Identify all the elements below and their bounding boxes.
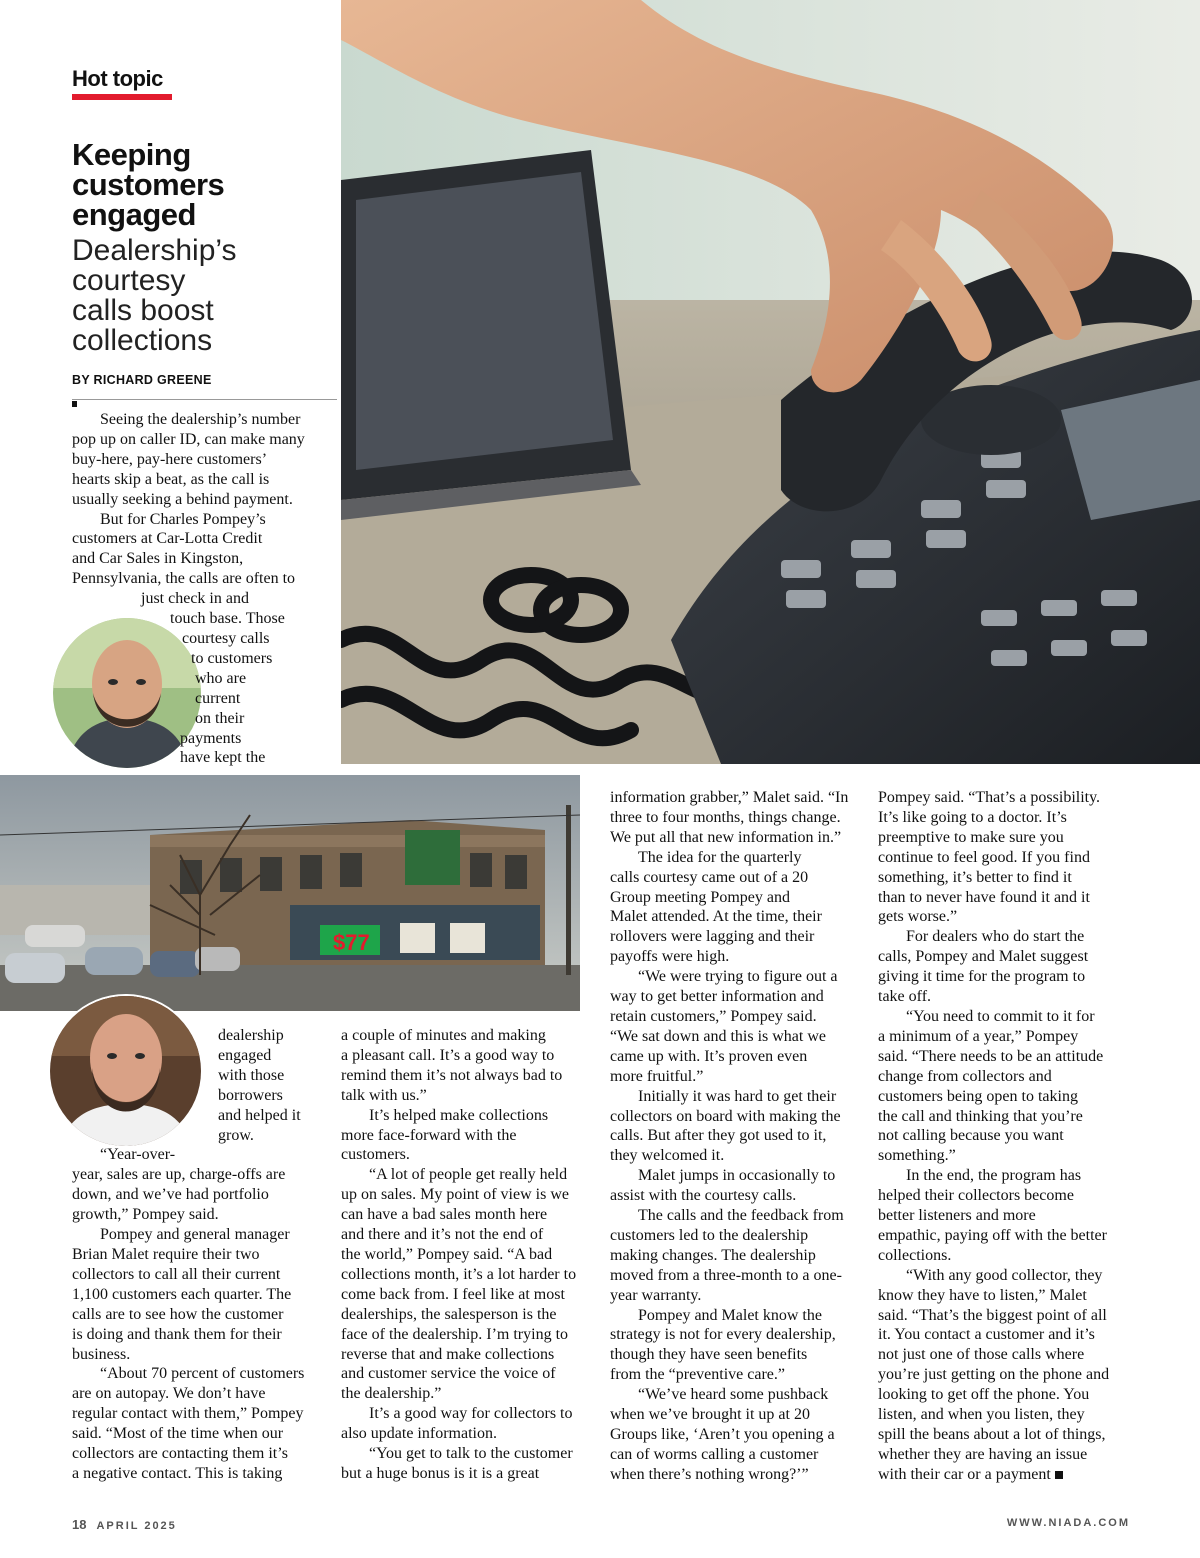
col1-para4 bbox=[72, 1225, 332, 1364]
text-line: and customer service the voice of bbox=[341, 1365, 556, 1383]
text-line: collections month, it’s a lot harder to bbox=[341, 1265, 577, 1283]
text-line: rollovers were lagging and their bbox=[610, 928, 815, 946]
section-kicker: Hot topic bbox=[72, 66, 163, 91]
col3-para1 bbox=[610, 788, 865, 848]
text-line: collections bbox=[72, 324, 213, 357]
col3-para4 bbox=[610, 1087, 865, 1167]
text-line: “We were trying to figure out a bbox=[638, 968, 838, 986]
text-line: the world,” Pompey said. “A bad bbox=[341, 1245, 553, 1263]
text-line: said. “There needs to be an attitude bbox=[878, 1047, 1104, 1065]
text-line: said. “That’s the biggest point of all bbox=[878, 1306, 1107, 1324]
text-line: continue to feel good. If you find bbox=[878, 848, 1090, 866]
text-line: payments bbox=[180, 729, 242, 747]
text-line: more face-forward with the bbox=[341, 1126, 517, 1144]
col1-para3 bbox=[72, 1145, 332, 1225]
text-line: up on sales. My point of view is we bbox=[341, 1186, 569, 1204]
text-line: engaged bbox=[218, 1046, 272, 1064]
text-line: business. bbox=[72, 1345, 131, 1363]
text-line: customers bbox=[72, 167, 225, 202]
text-line: Keeping bbox=[72, 137, 191, 172]
text-line: better listeners and more bbox=[878, 1207, 1036, 1225]
text-line: “You get to talk to the customer bbox=[369, 1445, 573, 1463]
text-line: customers at Car-Lotta Credit bbox=[72, 530, 263, 548]
text-line: also update information. bbox=[341, 1425, 497, 1443]
text-line: customers. bbox=[341, 1146, 410, 1164]
col4 bbox=[878, 788, 1138, 1485]
building-photo-illustration bbox=[0, 775, 580, 1011]
col4-para2 bbox=[878, 927, 1138, 1007]
page-number: 18 bbox=[72, 1517, 87, 1532]
text-line: payoffs were high. bbox=[610, 948, 730, 966]
text-line: the dealership.” bbox=[341, 1385, 442, 1403]
text-line: Brian Malet require their two bbox=[72, 1245, 260, 1263]
col1-bottom bbox=[72, 1026, 332, 1484]
deck bbox=[72, 236, 342, 356]
kicker-underline bbox=[72, 94, 172, 100]
text-line: calls, Pompey and Malet suggest bbox=[878, 948, 1089, 966]
text-line: dealership bbox=[218, 1027, 284, 1044]
col2-para3 bbox=[341, 1165, 593, 1404]
text-line: down, and we’ve had portfolio bbox=[72, 1186, 269, 1204]
text-line: It’s helped make collections bbox=[369, 1106, 549, 1124]
text-line: way to get better information and bbox=[610, 988, 824, 1006]
text-line: with their car or a payment bbox=[878, 1465, 1138, 1485]
text-line: It’s like going to a doctor. It’s bbox=[878, 808, 1067, 826]
text-line: giving it time for the program to bbox=[878, 968, 1086, 986]
text-line: collectors to call all their current bbox=[72, 1265, 281, 1283]
col2-para1 bbox=[341, 1026, 593, 1106]
text-line: regular contact with them,” Pompey bbox=[72, 1405, 304, 1423]
col3-para2 bbox=[610, 848, 865, 967]
text-line: when there’s nothing wrong?’” bbox=[610, 1465, 809, 1483]
byline: BY RICHARD GREENE bbox=[72, 373, 212, 387]
byline-marker bbox=[72, 401, 77, 407]
text-line: In the end, the program has bbox=[906, 1167, 1082, 1185]
text-line: borrowers bbox=[218, 1086, 283, 1104]
text-line: touch base. Those bbox=[170, 610, 285, 628]
text-line: face of the dealership. I’m trying to bbox=[341, 1325, 569, 1343]
text-line: Pompey said. “That’s a possibility. bbox=[878, 789, 1101, 806]
text-line: assist with the courtesy calls. bbox=[610, 1187, 797, 1205]
text-line: something.” bbox=[878, 1147, 956, 1165]
col1-wrap bbox=[72, 1026, 332, 1145]
text-line: Malet attended. At the time, their bbox=[610, 908, 822, 926]
col1-para1 bbox=[72, 410, 324, 510]
text-line: change from collectors and bbox=[878, 1067, 1052, 1085]
text-line: on their bbox=[195, 709, 245, 727]
text-line: dealerships, the salesperson is the bbox=[341, 1305, 557, 1323]
text-line: retain customers,” Pompey said. bbox=[610, 1007, 817, 1025]
text-line: said. “Most of the time when our bbox=[72, 1425, 284, 1443]
text-line: grow. bbox=[218, 1126, 254, 1144]
text-line: just check in and bbox=[141, 590, 249, 608]
text-line: empathic, paying off with the better bbox=[878, 1226, 1107, 1244]
text-line: gets worse.” bbox=[878, 908, 958, 926]
text-line: can of worms calling a customer bbox=[610, 1445, 819, 1463]
text-line: For dealers who do start the bbox=[906, 928, 1085, 946]
text-line: collections. bbox=[878, 1246, 952, 1264]
text-line: customers being open to taking bbox=[878, 1087, 1078, 1105]
text-line: listen, and when you listen, they bbox=[878, 1406, 1085, 1424]
text-line: courtesy calls bbox=[182, 629, 270, 647]
text-line: a pleasant call. It’s a good way to bbox=[341, 1046, 555, 1064]
text-line: collectors on board with making the bbox=[610, 1107, 841, 1125]
text-line: collectors are contacting them it’s bbox=[72, 1445, 288, 1463]
text-line: year, sales are up, charge-offs are bbox=[72, 1166, 286, 1184]
text-line: “We’ve heard some pushback bbox=[638, 1386, 829, 1404]
text-line: Malet jumps in occasionally to bbox=[638, 1167, 836, 1185]
text-line: courtesy bbox=[72, 264, 186, 297]
text-line: current bbox=[195, 689, 241, 707]
text-line: information grabber,” Malet said. “In bbox=[610, 789, 849, 806]
text-line: than to never have found it and it bbox=[878, 888, 1090, 906]
text-line: The idea for the quarterly bbox=[638, 848, 802, 866]
col2-para4 bbox=[341, 1404, 593, 1444]
text-line: “You need to commit to it for bbox=[906, 1007, 1095, 1025]
text-line: growth,” Pompey said. bbox=[72, 1206, 219, 1224]
text-line: reverse that and make collections bbox=[341, 1345, 555, 1363]
col1-para5 bbox=[72, 1364, 332, 1483]
text-line: from the “preventive care.” bbox=[610, 1366, 786, 1384]
text-line: a negative contact. This is taking bbox=[72, 1464, 283, 1482]
text-line: you’re just getting on the phone and bbox=[878, 1366, 1110, 1384]
storefront-sign: $77 bbox=[333, 930, 370, 955]
end-of-article-marker bbox=[1055, 1471, 1063, 1479]
text-line: moved from a three-month to a one- bbox=[610, 1266, 842, 1284]
text-line: they welcomed it. bbox=[610, 1147, 725, 1165]
text-line: “With any good collector, they bbox=[906, 1266, 1103, 1284]
text-line: when we’ve brought it up at 20 bbox=[610, 1406, 810, 1424]
col2-para5 bbox=[341, 1444, 593, 1484]
text-line: We put all that new information in.” bbox=[610, 828, 842, 846]
text-line: not calling because you want bbox=[878, 1127, 1064, 1145]
col3-para6 bbox=[610, 1206, 865, 1306]
col4-para5 bbox=[878, 1266, 1138, 1485]
col4-para4 bbox=[878, 1166, 1138, 1266]
text-line: are on autopay. We don’t have bbox=[72, 1385, 266, 1403]
text-line: calls boost bbox=[72, 294, 214, 327]
text-line: “We sat down and this is what we bbox=[610, 1027, 826, 1045]
text-line: Group meeting Pompey and bbox=[610, 888, 790, 906]
text-line: calls courtesy came out of a 20 bbox=[610, 868, 809, 886]
col2-para2 bbox=[341, 1106, 593, 1166]
col3-para5 bbox=[610, 1166, 865, 1206]
text-line: The calls and the feedback from bbox=[638, 1207, 844, 1225]
text-line: come back from. I feel like at most bbox=[341, 1285, 565, 1303]
col3-para8 bbox=[610, 1385, 865, 1485]
text-line: calls. But after they got used to it, bbox=[610, 1127, 827, 1145]
footer-left bbox=[72, 1517, 177, 1532]
text-line: buy-here, pay-here customers’ bbox=[72, 450, 268, 468]
text-line: strategy is not for every dealership, bbox=[610, 1326, 836, 1344]
phone-photo-illustration bbox=[341, 0, 1200, 764]
text-line: something, it’s better to find it bbox=[878, 868, 1072, 886]
text-line: though they have seen benefits bbox=[610, 1346, 808, 1364]
text-line: But for Charles Pompey’s bbox=[100, 510, 266, 528]
text-line: preemptive to make sure you bbox=[878, 828, 1064, 846]
headline bbox=[72, 137, 342, 232]
text-line: can have a bad sales month here bbox=[341, 1206, 548, 1224]
text-line: it. You contact a customer and it’s bbox=[878, 1326, 1095, 1344]
text-line: talk with us.” bbox=[341, 1086, 427, 1104]
text-line: and there and it’s not the end of bbox=[341, 1226, 544, 1244]
text-line: have kept the bbox=[180, 749, 266, 767]
text-line: a couple of minutes and making bbox=[341, 1027, 546, 1044]
text-line: take off. bbox=[878, 988, 932, 1006]
text-line: with those bbox=[218, 1066, 285, 1084]
text-line: remind them it’s not always bad to bbox=[341, 1066, 563, 1084]
text-line: 1,100 customers each quarter. The bbox=[72, 1285, 292, 1303]
col3 bbox=[610, 788, 865, 1485]
issue-date: APRIL 2025 bbox=[96, 1520, 177, 1532]
text-line: year warranty. bbox=[610, 1286, 702, 1304]
text-line: “Year-over- bbox=[100, 1146, 176, 1164]
text-line: to customers bbox=[191, 649, 273, 667]
text-line: It’s a good way for collectors to bbox=[369, 1405, 573, 1423]
text-line: Pennsylvania, the calls are often to bbox=[72, 570, 296, 588]
footer-site: WWW.NIADA.COM bbox=[1006, 1517, 1130, 1529]
byline-rule bbox=[72, 399, 337, 400]
text-line: making changes. The dealership bbox=[610, 1246, 816, 1264]
col3-para7 bbox=[610, 1306, 865, 1386]
text-line: spill the beans about a lot of things, bbox=[878, 1426, 1106, 1443]
text-line: and Car Sales in Kingston, bbox=[72, 550, 244, 568]
text-line: Pompey and Malet know the bbox=[638, 1306, 822, 1324]
text-line: came up with. It’s proven even bbox=[610, 1047, 808, 1065]
col2 bbox=[341, 1026, 593, 1484]
text-line: usually seeking a behind payment. bbox=[72, 490, 293, 508]
text-line: Seeing the dealership’s number bbox=[100, 411, 301, 428]
col1-top bbox=[72, 410, 324, 768]
col4-para1 bbox=[878, 788, 1138, 927]
phone-photo bbox=[341, 0, 1200, 764]
text-line: is doing and thank them for their bbox=[72, 1325, 282, 1343]
text-line: looking to get off the phone. You bbox=[878, 1386, 1090, 1404]
text-line: Initially it was hard to get their bbox=[638, 1087, 837, 1105]
col4-para3 bbox=[878, 1007, 1138, 1166]
text-line: “A lot of people get really held bbox=[369, 1166, 568, 1184]
text-line: helped their collectors become bbox=[878, 1187, 1074, 1205]
text-line: Pompey and general manager bbox=[100, 1226, 290, 1244]
text-line: three to four months, things change. bbox=[610, 808, 841, 826]
text-line: more fruitful.” bbox=[610, 1067, 704, 1085]
text-line: whether they are having an issue bbox=[878, 1445, 1088, 1463]
dealership-building-photo bbox=[0, 775, 580, 1011]
text-line: pop up on caller ID, can make many bbox=[72, 430, 305, 448]
text-line: hearts skip a beat, as the call is bbox=[72, 470, 270, 488]
text-line: the call and thinking that you’re bbox=[878, 1107, 1083, 1125]
col3-para3 bbox=[610, 967, 865, 1086]
text-line: customers led to the dealership bbox=[610, 1226, 809, 1244]
col1-para2 bbox=[72, 510, 324, 769]
text-line: but a huge bonus is it is a great bbox=[341, 1464, 540, 1482]
text-line: Dealership’s bbox=[72, 234, 237, 267]
text-line: engaged bbox=[72, 197, 196, 232]
text-line: and helped it bbox=[218, 1106, 301, 1124]
text-line: calls are to see how the customer bbox=[72, 1305, 284, 1323]
text-line: not just one of those calls where bbox=[878, 1346, 1085, 1364]
text-line: “About 70 percent of customers bbox=[100, 1365, 305, 1383]
text-line: a minimum of a year,” Pompey bbox=[878, 1027, 1079, 1045]
text-line: know they have to listen,” Malet bbox=[878, 1286, 1087, 1304]
text-line: Groups like, ‘Aren’t you opening a bbox=[610, 1426, 835, 1443]
text-line: who are bbox=[195, 669, 247, 687]
